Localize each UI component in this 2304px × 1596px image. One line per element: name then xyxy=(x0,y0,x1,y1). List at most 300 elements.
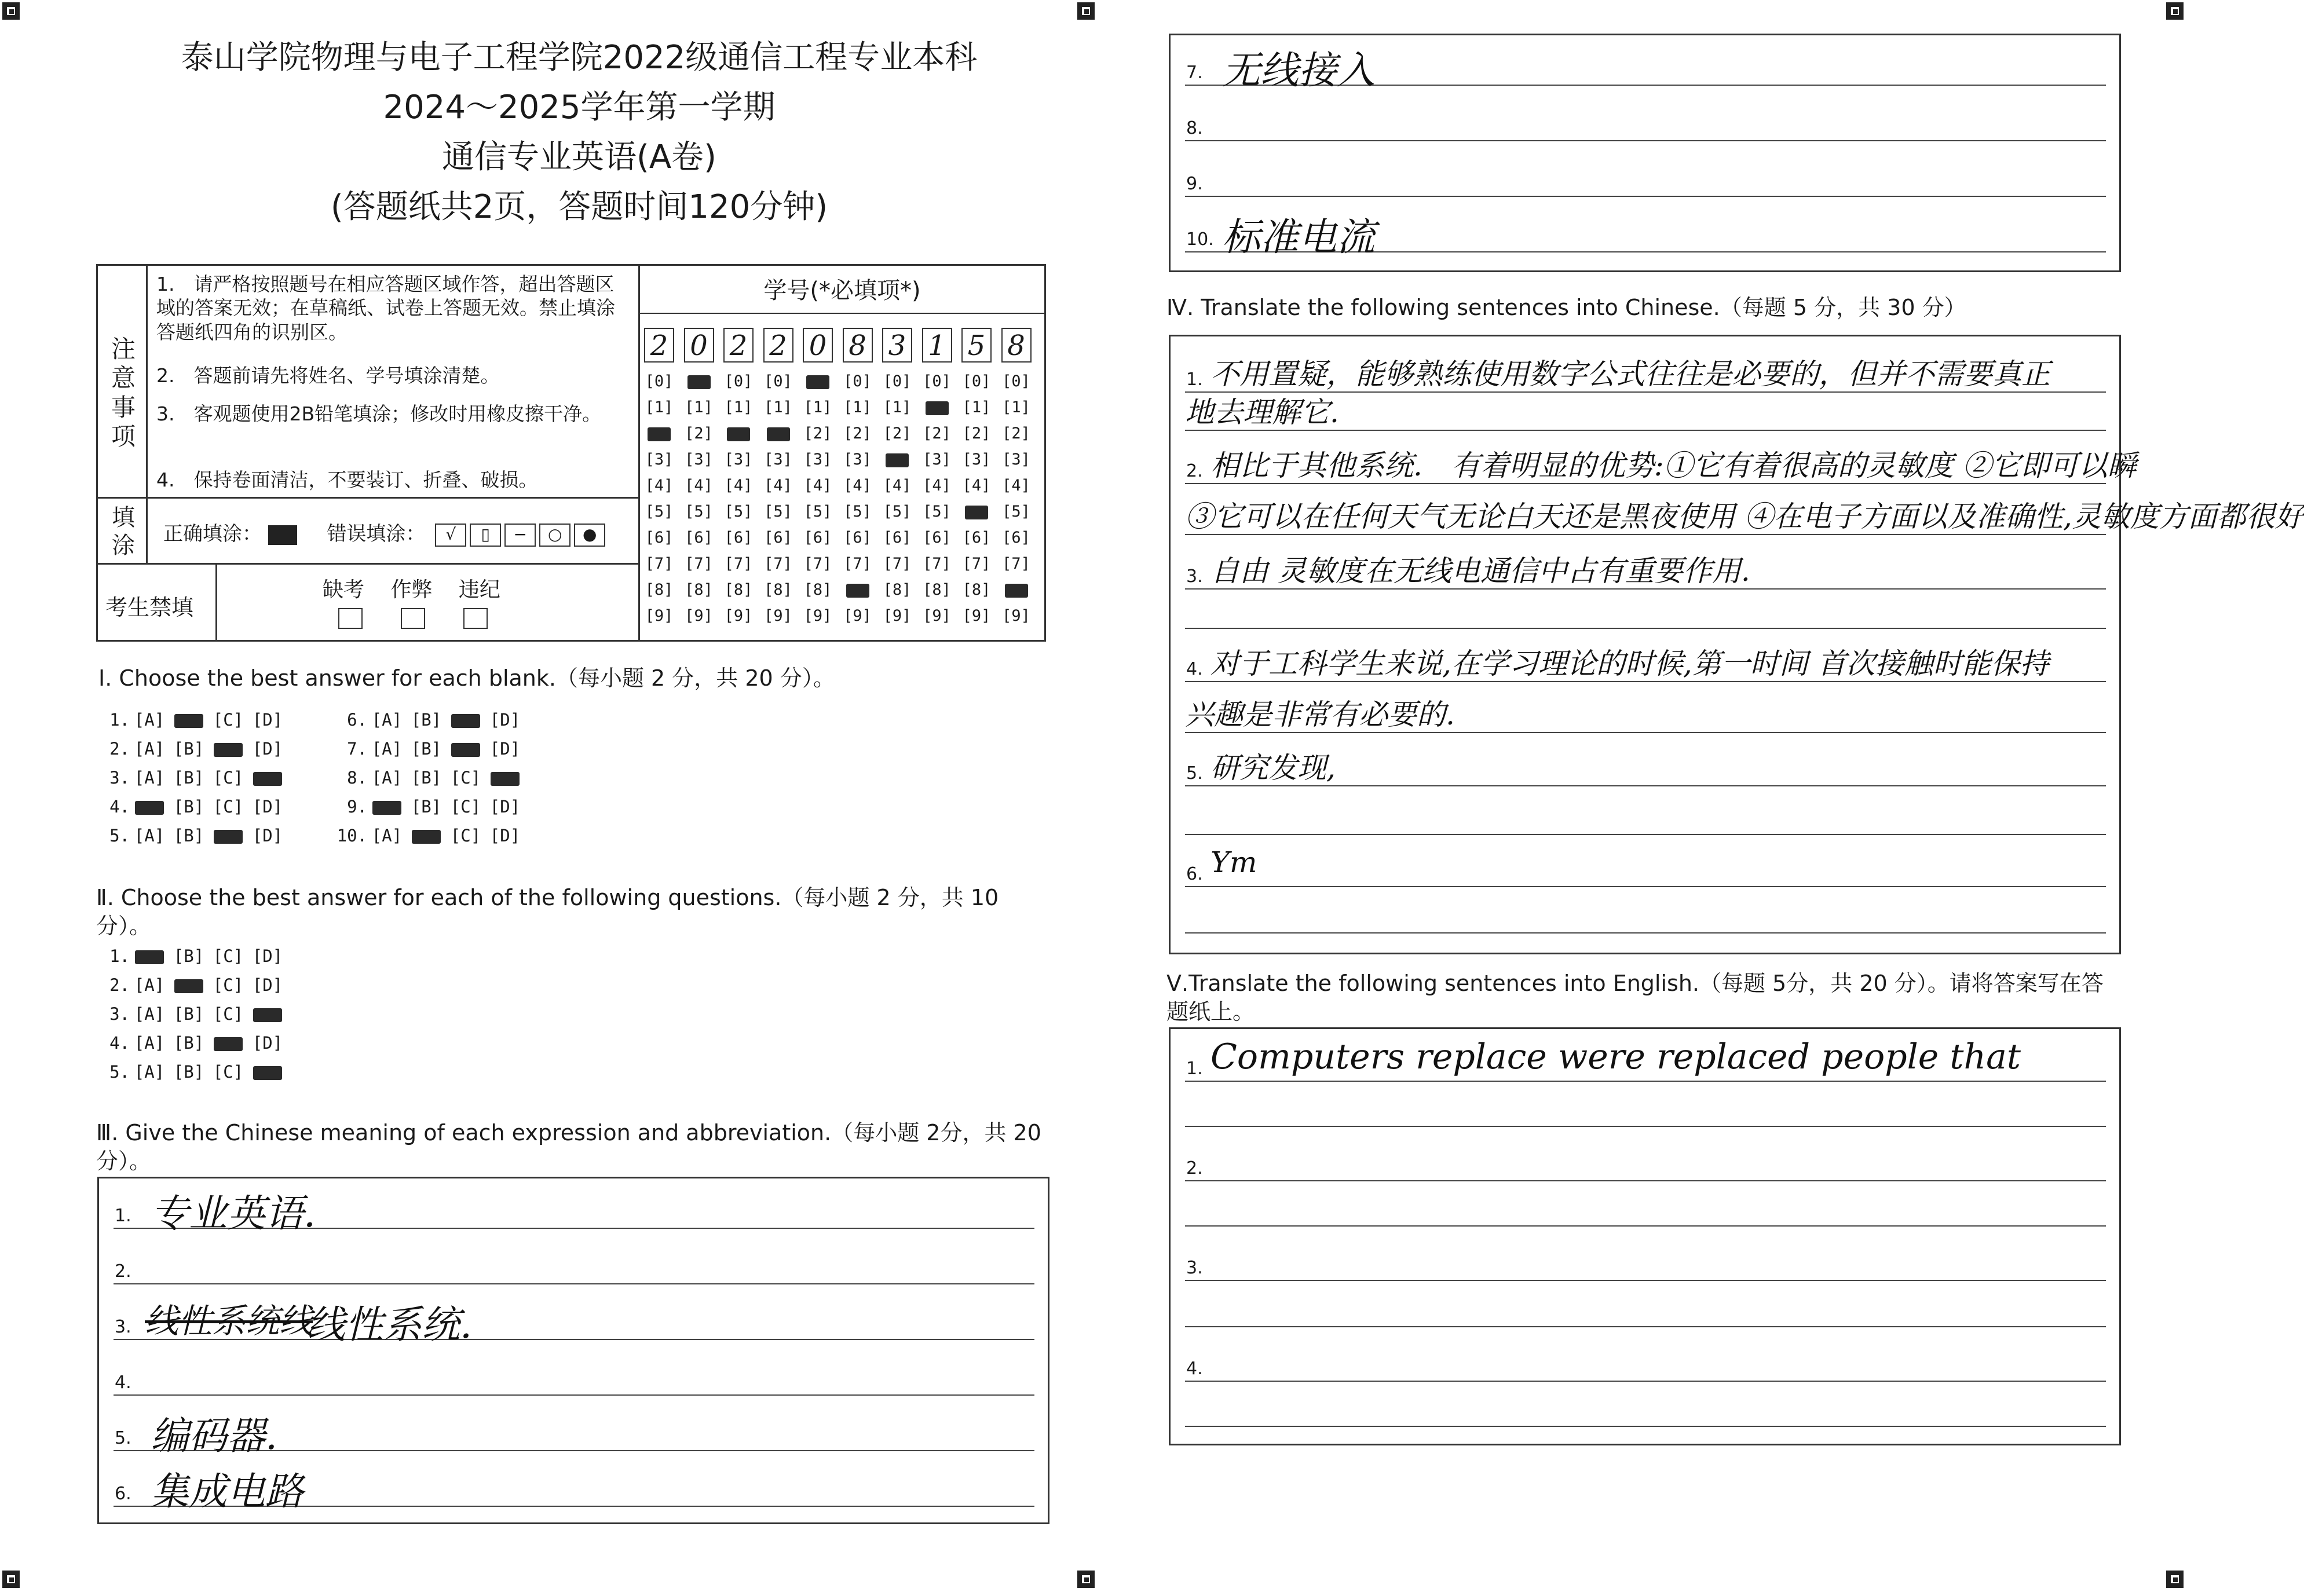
notice-label: 注意事项 xyxy=(111,335,136,451)
answer-option-a[interactable] xyxy=(130,1062,169,1082)
handwritten-answer[interactable]: 研究发现, xyxy=(1210,751,1336,785)
answer-option-b[interactable] xyxy=(169,826,209,845)
filled-mark xyxy=(174,714,203,728)
student-id-bubble[interactable] xyxy=(763,603,793,629)
student-id-bubble[interactable] xyxy=(922,420,952,446)
student-id-bubble[interactable] xyxy=(723,473,754,499)
answer-option-c[interactable] xyxy=(446,739,485,759)
bracket-open: [ xyxy=(173,797,184,817)
student-id-bubble[interactable] xyxy=(882,551,912,577)
answer-line-number: 1. xyxy=(1186,1059,1203,1079)
student-id-bubble[interactable] xyxy=(684,525,714,551)
answer-option-a[interactable] xyxy=(130,975,169,995)
student-id-bubble[interactable] xyxy=(803,473,833,499)
student-id-bubble-label: [0] xyxy=(764,372,792,390)
student-id-bubble[interactable] xyxy=(684,394,714,420)
bracket-open: [ xyxy=(213,1004,224,1024)
handwritten-answer[interactable]: 集成电路 xyxy=(151,1469,303,1514)
filled-mark xyxy=(451,743,480,757)
handwritten-answer[interactable]: 自由 灵敏度在无线电通信中占有重要作用. xyxy=(1210,554,1750,588)
answer-option-d[interactable] xyxy=(248,946,287,966)
answer-option-c[interactable] xyxy=(209,1033,248,1053)
student-id-bubble-label: [3] xyxy=(645,451,674,468)
student-id-bubble[interactable] xyxy=(684,473,714,499)
exam-title-line1: 泰山学院物理与电子工程学院2022级通信工程专业本科 xyxy=(181,39,978,76)
option-letter: C xyxy=(223,1004,233,1024)
student-id-bubble[interactable] xyxy=(684,577,714,603)
student-id-bubble-label: [2] xyxy=(685,424,713,442)
student-id-bubble[interactable] xyxy=(922,368,952,394)
answer-option-d[interactable] xyxy=(248,1033,287,1053)
bracket-open: [ xyxy=(489,739,500,759)
student-id-bubble-label: [7] xyxy=(724,555,753,573)
filled-mark xyxy=(926,401,949,415)
student-id-bubble[interactable] xyxy=(1001,473,1032,499)
student-id-bubble[interactable] xyxy=(843,420,873,446)
answer-line-number: 3. xyxy=(115,1317,131,1337)
option-letter: A xyxy=(382,826,392,845)
answer-row xyxy=(98,797,287,817)
student-id-bubble[interactable] xyxy=(803,525,833,551)
bracket-open: [ xyxy=(371,739,382,759)
student-id-bubble-label: [6] xyxy=(883,529,912,547)
answer-option-a[interactable] xyxy=(130,1004,169,1024)
bracket-open: [ xyxy=(173,1033,184,1053)
bracket-open: [ xyxy=(173,768,184,788)
student-id-bubble-label: [9] xyxy=(1002,607,1030,625)
student-id-bubble[interactable] xyxy=(803,577,833,603)
answer-option-a[interactable] xyxy=(367,797,407,817)
absent-checkbox[interactable] xyxy=(338,608,363,629)
student-id-bubble[interactable] xyxy=(882,603,912,629)
bracket-open: [ xyxy=(213,710,224,730)
student-id-bubble[interactable] xyxy=(723,446,754,473)
filled-mark xyxy=(727,427,750,441)
answer-option-c[interactable] xyxy=(209,946,248,966)
answer-option-d[interactable] xyxy=(248,975,287,995)
answer-option-c[interactable] xyxy=(209,710,248,730)
student-id-bubble[interactable] xyxy=(803,499,833,525)
student-id-bubble[interactable] xyxy=(961,446,992,473)
option-letter: A xyxy=(144,710,155,730)
handwritten-answer[interactable]: 无线接入 xyxy=(1222,48,1375,93)
answer-option-b[interactable] xyxy=(169,710,209,730)
answer-option-d[interactable] xyxy=(248,739,287,759)
student-id-bubble[interactable] xyxy=(882,499,912,525)
student-id-bubble-label: [7] xyxy=(843,555,872,573)
question-number: 5. xyxy=(109,826,130,845)
student-id-bubble[interactable] xyxy=(922,473,952,499)
student-id-bubble[interactable] xyxy=(763,499,793,525)
student-id-bubble[interactable] xyxy=(961,368,992,394)
answer-line xyxy=(1185,1126,2106,1127)
student-id-bubble[interactable] xyxy=(961,499,992,525)
student-id-bubble[interactable] xyxy=(1001,551,1032,577)
option-letter: B xyxy=(184,1033,194,1053)
student-id-bubble[interactable] xyxy=(843,368,873,394)
answer-option-d[interactable] xyxy=(248,768,287,788)
cheat-checkbox[interactable] xyxy=(401,608,425,629)
violation-checkbox[interactable] xyxy=(463,608,488,629)
student-id-bubble-label: [4] xyxy=(843,477,872,495)
student-id-bubble-label: [4] xyxy=(923,477,951,495)
answer-option-c[interactable] xyxy=(209,739,248,759)
bracket-close: ] xyxy=(193,797,204,817)
section1-heading: Ⅰ. Choose the best answer for each blank.（每小题 2 分，共 20 分）。 xyxy=(98,665,835,691)
student-id-bubble[interactable] xyxy=(961,420,992,446)
handwritten-answer[interactable]: 不用置疑，能够熟练使用数字公式往往是必要的，但并不需要真正 xyxy=(1210,357,2050,391)
bracket-close: ] xyxy=(233,1004,244,1024)
option-letter: D xyxy=(262,797,273,817)
question-number: 3. xyxy=(109,1004,130,1024)
student-id-bubble[interactable] xyxy=(644,525,674,551)
student-id-bubble[interactable] xyxy=(723,603,754,629)
answer-line-number: 1. xyxy=(115,1206,131,1226)
answer-option-b[interactable] xyxy=(407,826,446,845)
student-id-bubble[interactable] xyxy=(763,368,793,394)
answer-option-a[interactable] xyxy=(367,739,407,759)
student-id-bubble[interactable] xyxy=(961,525,992,551)
bracket-open: [ xyxy=(450,768,461,788)
answer-line-number: 6. xyxy=(1186,864,1203,884)
bracket-close: ] xyxy=(272,1033,283,1053)
student-id-bubble-label: [0] xyxy=(1002,372,1030,390)
student-id-bubble[interactable] xyxy=(882,394,912,420)
answer-option-a[interactable] xyxy=(367,768,407,788)
answer-row xyxy=(336,739,525,759)
section4-heading: Ⅳ. Translate the following sentences into Chinese.（每题 5 分，共 30 分） xyxy=(1166,295,1966,320)
student-id-bubble-label: [6] xyxy=(923,529,951,547)
student-id-bubble-label: [5] xyxy=(764,503,792,521)
option-letter: B xyxy=(184,1062,194,1082)
question-number: 8. xyxy=(347,768,367,788)
student-id-bubble[interactable] xyxy=(1001,394,1032,420)
student-id-bubble-column xyxy=(1001,368,1032,629)
answer-option-d[interactable] xyxy=(485,826,525,845)
student-id-bubble[interactable] xyxy=(1001,420,1032,446)
option-letter: B xyxy=(184,946,194,966)
student-id-bubble-label: [3] xyxy=(843,451,872,468)
answer-option-c[interactable] xyxy=(209,768,248,788)
answer-option-b[interactable] xyxy=(169,946,209,966)
filled-mark xyxy=(806,375,829,389)
answer-option-c[interactable] xyxy=(446,710,485,730)
student-id-bubble[interactable] xyxy=(922,603,952,629)
bracket-close: ] xyxy=(233,797,244,817)
answer-row xyxy=(98,946,287,966)
handwritten-answer[interactable]: 编码器. xyxy=(151,1414,277,1458)
student-id-digit-box: 1 xyxy=(922,328,952,363)
answer-option-b[interactable] xyxy=(169,768,209,788)
student-id-bubble[interactable] xyxy=(922,394,952,420)
bracket-open: [ xyxy=(134,975,145,995)
bracket-close: ] xyxy=(193,768,204,788)
answer-option-a[interactable] xyxy=(130,946,169,966)
handwritten-answer[interactable]: 兴趣是非常有必要的. xyxy=(1185,698,1455,731)
student-id-bubble-label: [2] xyxy=(803,424,832,442)
option-letter: B xyxy=(184,826,194,845)
bracket-close: ] xyxy=(233,975,244,995)
student-id-bubble[interactable] xyxy=(684,368,714,394)
answer-option-d[interactable] xyxy=(485,739,525,759)
question-number: 2. xyxy=(109,739,130,759)
answer-option-b[interactable] xyxy=(407,768,446,788)
student-id-bubble[interactable] xyxy=(922,446,952,473)
student-id-bubble-label: [1] xyxy=(803,398,832,416)
question-number: 10. xyxy=(337,826,367,845)
answer-option-b[interactable] xyxy=(407,710,446,730)
student-id-bubble[interactable] xyxy=(882,473,912,499)
filled-mark xyxy=(135,801,164,815)
option-letter: B xyxy=(184,739,194,759)
student-id-bubble[interactable] xyxy=(684,603,714,629)
handwritten-answer[interactable]: 对于工科学生来说,在学习理论的时候,第一时间 首次接触时能保持 xyxy=(1210,647,2049,680)
handwritten-answer[interactable]: 标准电流 xyxy=(1222,215,1375,259)
student-id-bubble[interactable] xyxy=(882,446,912,473)
wrong-mark-2: ▯ xyxy=(470,524,501,547)
student-id-bubble[interactable] xyxy=(723,577,754,603)
student-id-bubble[interactable] xyxy=(843,525,873,551)
answer-option-b[interactable] xyxy=(169,797,209,817)
option-letter: D xyxy=(262,826,273,845)
answer-option-a[interactable] xyxy=(130,710,169,730)
answer-option-c[interactable] xyxy=(446,797,485,817)
student-id-label: 学号(*必填项*) xyxy=(763,277,921,304)
student-id-bubble-label: [0] xyxy=(843,372,872,390)
student-id-bubble[interactable] xyxy=(803,420,833,446)
answer-line-number: 10. xyxy=(1186,229,1214,250)
student-id-bubble[interactable] xyxy=(763,420,793,446)
bracket-close: ] xyxy=(193,1062,204,1082)
option-letter: B xyxy=(421,797,431,817)
student-id-bubble[interactable] xyxy=(723,394,754,420)
handwritten-answer[interactable]: 专业英语. xyxy=(151,1191,316,1236)
student-id-bubble[interactable] xyxy=(644,603,674,629)
student-id-bubble[interactable] xyxy=(843,446,873,473)
student-id-bubble[interactable] xyxy=(763,446,793,473)
bracket-close: ] xyxy=(272,826,283,845)
handwritten-answer[interactable]: ③它可以在任何天气无论白天还是黑夜使用 ④在电子方面以及准确性,灵敏度方面都很好 xyxy=(1185,500,2304,533)
student-id-bubble[interactable] xyxy=(843,577,873,603)
corner-marker-top-right xyxy=(2166,2,2184,20)
answer-option-d[interactable] xyxy=(248,797,287,817)
answer-option-b[interactable] xyxy=(169,1062,209,1082)
answer-option-b[interactable] xyxy=(169,975,209,995)
answer-option-c[interactable] xyxy=(209,797,248,817)
student-id-bubble-label: [8] xyxy=(724,581,753,599)
answer-option-b[interactable] xyxy=(169,739,209,759)
answer-option-a[interactable] xyxy=(130,739,169,759)
student-id-bubble[interactable] xyxy=(803,446,833,473)
student-id-bubble[interactable] xyxy=(843,551,873,577)
student-id-bubble[interactable] xyxy=(723,499,754,525)
handwritten-answer[interactable]: 地去理解它. xyxy=(1185,396,1339,429)
student-id-bubble[interactable] xyxy=(961,394,992,420)
corner-marker-top-center xyxy=(1077,2,1095,20)
student-id-bubble[interactable] xyxy=(843,499,873,525)
student-id-bubble[interactable] xyxy=(644,551,674,577)
bracket-close: ] xyxy=(154,826,165,845)
answer-option-c[interactable] xyxy=(446,826,485,845)
answer-option-a[interactable] xyxy=(130,1033,169,1053)
answer-line-number: 1. xyxy=(1186,369,1203,390)
student-id-bubble[interactable] xyxy=(882,420,912,446)
answer-line xyxy=(114,1283,1034,1284)
bracket-close: ] xyxy=(233,768,244,788)
bracket-open: [ xyxy=(489,797,500,817)
answer-option-c[interactable] xyxy=(446,768,485,788)
student-id-bubble[interactable] xyxy=(961,603,992,629)
answer-row xyxy=(98,975,287,995)
student-id-bubble[interactable] xyxy=(644,368,674,394)
bracket-open: [ xyxy=(411,797,422,817)
student-id-bubble[interactable] xyxy=(644,446,674,473)
answer-option-a[interactable] xyxy=(130,797,169,817)
fill-label: 填涂 xyxy=(112,504,135,559)
answer-line-number: 7. xyxy=(1186,63,1203,83)
student-id-bubble[interactable] xyxy=(763,551,793,577)
student-id-bubble[interactable] xyxy=(922,551,952,577)
student-id-bubble[interactable] xyxy=(1001,446,1032,473)
answer-option-c[interactable] xyxy=(209,826,248,845)
answer-option-b[interactable] xyxy=(169,1033,209,1053)
section5-answer-box xyxy=(1169,1027,2121,1445)
wrong-mark-1: √ xyxy=(435,524,466,547)
answer-option-a[interactable] xyxy=(367,826,407,845)
student-id-bubble[interactable] xyxy=(684,446,714,473)
option-letter: D xyxy=(262,710,273,730)
fill-divider-h xyxy=(96,563,639,565)
student-id-bubble[interactable] xyxy=(763,525,793,551)
student-id-bubble[interactable] xyxy=(961,551,992,577)
question-number: 1. xyxy=(109,946,130,966)
student-id-bubble-label: [4] xyxy=(724,477,753,495)
student-id-bubble[interactable] xyxy=(843,603,873,629)
answer-line xyxy=(1185,1180,2106,1181)
student-id-bubble-label: [5] xyxy=(724,503,753,521)
student-id-bubble[interactable] xyxy=(644,420,674,446)
answer-option-d[interactable] xyxy=(248,826,287,845)
student-id-bubble-column xyxy=(684,368,714,629)
answer-option-d[interactable] xyxy=(485,797,525,817)
student-id-bubble-label: [9] xyxy=(724,607,753,625)
answer-line xyxy=(1185,1081,2106,1082)
student-id-bubble[interactable] xyxy=(684,420,714,446)
student-id-bubble[interactable] xyxy=(644,473,674,499)
student-id-bubble-label: [2] xyxy=(883,424,912,442)
student-id-bubble[interactable] xyxy=(763,394,793,420)
student-id-digit-box: 0 xyxy=(684,328,714,363)
answer-line-number: 8. xyxy=(1186,118,1203,138)
corner-marker-bottom-center xyxy=(1077,1571,1095,1588)
student-id-bubble[interactable] xyxy=(803,551,833,577)
student-id-bubble[interactable] xyxy=(882,525,912,551)
answer-option-d[interactable] xyxy=(485,710,525,730)
student-id-bubble[interactable] xyxy=(763,577,793,603)
bracket-open: [ xyxy=(252,710,263,730)
answer-option-c[interactable] xyxy=(209,1004,248,1024)
student-id-bubble[interactable] xyxy=(803,394,833,420)
student-id-bubble[interactable] xyxy=(1001,603,1032,629)
student-id-bubble[interactable] xyxy=(723,525,754,551)
section3-heading: Ⅲ. Give the Chinese meaning of each expression and abbreviation.（每小题 2分，共 20分）。 xyxy=(96,1120,1041,1174)
student-id-bubble-label: [2] xyxy=(923,424,951,442)
answer-option-d[interactable] xyxy=(485,768,525,788)
student-id-bubble-label: [1] xyxy=(883,398,912,416)
student-id-bubble[interactable] xyxy=(803,368,833,394)
student-id-bubble[interactable] xyxy=(763,473,793,499)
student-id-bubble[interactable] xyxy=(644,394,674,420)
notice-item-2: 2. 答题前请先将姓名、学号填涂清楚。 xyxy=(156,364,500,387)
answer-option-b[interactable] xyxy=(407,797,446,817)
handwritten-answer[interactable]: 相比于其他系统. 有着明显的优势:①它有着很高的灵敏度 ②它即可以瞬 xyxy=(1210,449,2137,482)
bracket-open: [ xyxy=(252,946,263,966)
answer-line xyxy=(1185,1381,2106,1382)
student-id-bubble[interactable] xyxy=(1001,525,1032,551)
handwritten-answer[interactable]: 线性系统. xyxy=(307,1302,472,1347)
student-id-bubble[interactable] xyxy=(961,473,992,499)
student-id-bubble-label: [3] xyxy=(803,451,832,468)
filled-mark xyxy=(412,830,441,844)
bracket-close: ] xyxy=(193,739,204,759)
student-id-bubble[interactable] xyxy=(922,577,952,603)
question-number: 9. xyxy=(347,797,367,817)
student-id-bubble-label: [9] xyxy=(764,607,792,625)
answer-option-b[interactable] xyxy=(407,739,446,759)
bracket-open: [ xyxy=(134,768,145,788)
student-id-bubble[interactable] xyxy=(882,577,912,603)
student-id-bubble[interactable] xyxy=(922,499,952,525)
student-id-bubble[interactable] xyxy=(961,577,992,603)
student-id-bubble[interactable] xyxy=(1001,577,1032,603)
handwritten-answer[interactable]: Ym xyxy=(1210,845,1257,879)
student-id-bubble-label: [7] xyxy=(803,555,832,573)
student-id-bubble[interactable] xyxy=(684,551,714,577)
student-id-bubble[interactable] xyxy=(684,499,714,525)
answer-option-d[interactable] xyxy=(248,710,287,730)
answer-option-a[interactable] xyxy=(130,826,169,845)
student-id-bubble[interactable] xyxy=(644,577,674,603)
answer-option-d[interactable] xyxy=(248,1004,287,1024)
bracket-close: ] xyxy=(510,710,521,730)
student-id-bubble[interactable] xyxy=(723,551,754,577)
student-id-bubble[interactable] xyxy=(723,420,754,446)
answer-option-c[interactable] xyxy=(209,975,248,995)
answer-option-a[interactable] xyxy=(130,768,169,788)
student-id-bubble[interactable] xyxy=(1001,368,1032,394)
answer-option-d[interactable] xyxy=(248,1062,287,1082)
student-id-bubble[interactable] xyxy=(803,603,833,629)
answer-option-a[interactable] xyxy=(367,710,407,730)
handwritten-answer[interactable]: Computers replace were replaced people that xyxy=(1210,1037,2021,1077)
student-id-bubble[interactable] xyxy=(644,499,674,525)
answer-option-c[interactable] xyxy=(209,1062,248,1082)
student-id-bubble[interactable] xyxy=(882,368,912,394)
option-letter: A xyxy=(144,975,155,995)
section5-heading: Ⅴ.Translate the following sentences into English.（每题 5分，共 20 分）。请将答案写在答题纸上。 xyxy=(1166,971,2104,1025)
student-id-bubble-label: [6] xyxy=(645,529,674,547)
student-id-bubble[interactable] xyxy=(843,394,873,420)
student-id-bubble[interactable] xyxy=(843,473,873,499)
student-id-bubble-label: [2] xyxy=(1002,424,1030,442)
student-id-bubble-label: [0] xyxy=(923,372,951,390)
student-id-bubble[interactable] xyxy=(922,525,952,551)
student-id-bubble[interactable] xyxy=(1001,499,1032,525)
bracket-close: ] xyxy=(470,768,481,788)
student-id-bubble-label: [7] xyxy=(1002,555,1030,573)
student-id-bubble[interactable] xyxy=(723,368,754,394)
answer-option-b[interactable] xyxy=(169,1004,209,1024)
